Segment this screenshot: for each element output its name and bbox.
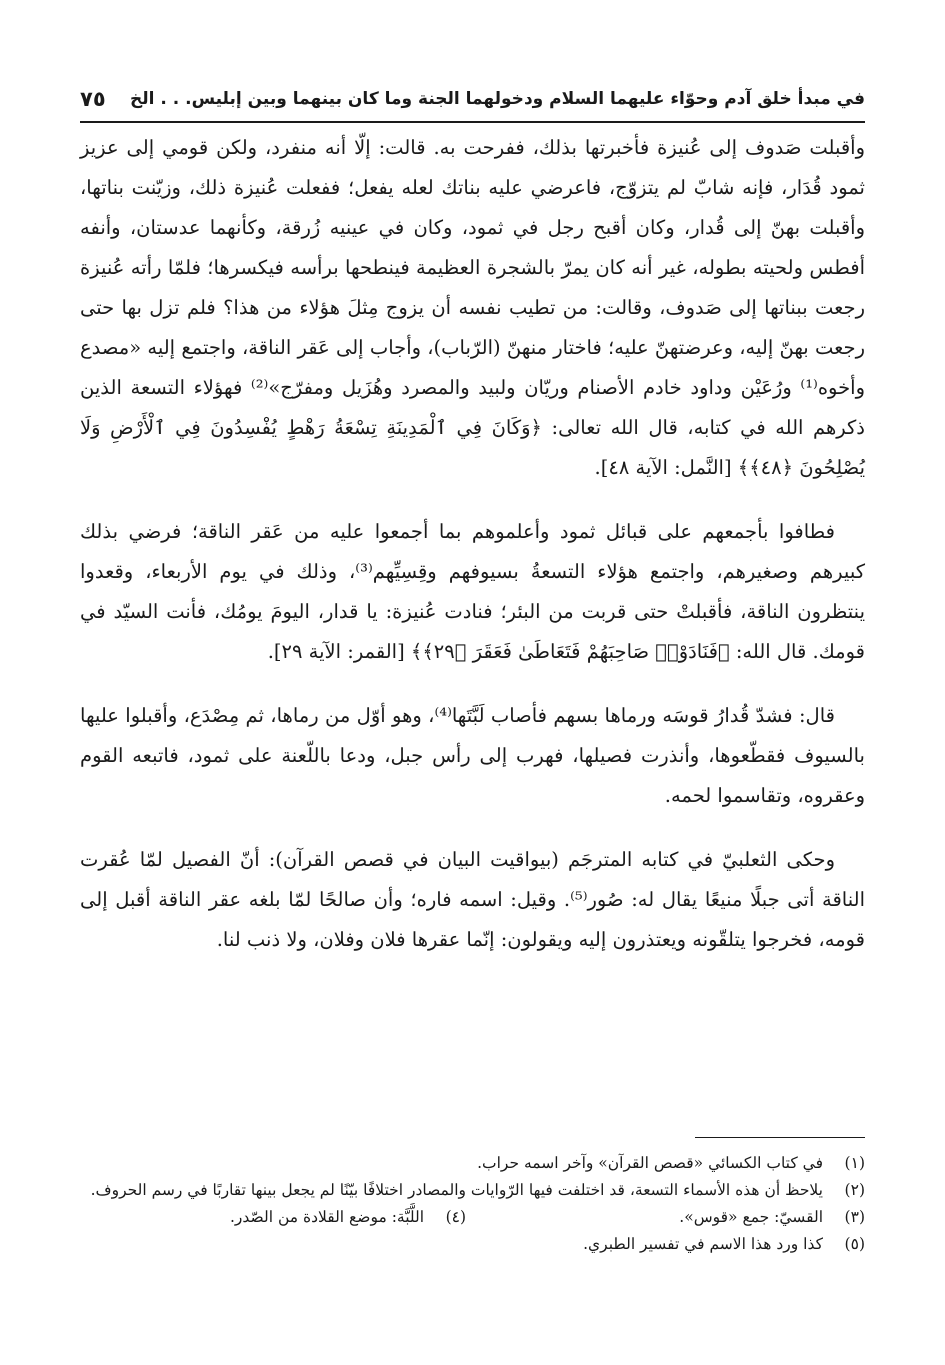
footnote-text: في كتاب الكسائي «قصص القرآن» وآخر اسمه حراب.: [477, 1154, 823, 1172]
footnote-text: يلاحظ أن هذه الأسماء التسعة، قد اختلفت فيها الرّوايات والمصادر اختلافًا بيّنًا لم يجعل بينها تقاربًا في رسم الحروف.: [90, 1181, 823, 1199]
footnote-text: كذا ورد هذا الاسم في تفسير الطبري.: [583, 1235, 823, 1253]
main-text: [80, 128, 865, 984]
footnotes: [80, 1150, 865, 1258]
paragraph: وحكى الثعلبيّ في كتابه المترجَم (بيواقيت البيان في قصص القرآن): أنّ الفصيل لمّا عُقرت الناقة أتى جبلًا منيعًا يقال له: صُور⁽⁵⁾. وقيل: اسمه فاره؛ وأن صالحًا لمّا بلغه عقر الناقة أقبل إلى قومه، فخرجوا يتلقّونه ويعتذرون إليه ويقولون: إنّما عقرها فلان وفلان، ولا ذنب لنا.: [80, 848, 865, 951]
running-header: [80, 80, 865, 118]
footnote: [80, 1177, 865, 1204]
footnote-row: [80, 1204, 865, 1231]
footnote: [80, 1231, 865, 1258]
footnote-text: القسيّ: جمع «قوس».: [679, 1208, 823, 1226]
footnote-number: (٣): [844, 1208, 865, 1226]
footnote-number: (١): [844, 1154, 865, 1172]
page-number: ٧٥: [80, 87, 106, 111]
footnote-number: (٤): [445, 1208, 467, 1226]
footnote: [80, 1150, 865, 1177]
footnote: [679, 1204, 865, 1231]
footnote-number: (٥): [844, 1235, 865, 1253]
header-rule: [80, 121, 865, 123]
paragraph: قال: فشدّ قُدارُ قوسَه ورماها بسهم فأصاب لَبَّتَها⁽⁴⁾، وهو أوّل من رماها، ثم مِصْدَع، وأقبلوا عليها بالسيوف فقطّعوها، وأنذرت فصيلها، فهرب إلى رأس جبل، ودعا باللّعنة على ثمود، فاتبعه القوم وعقروه، وتقاسموا لحمه.: [80, 704, 865, 807]
footnote-separator: [695, 1137, 865, 1138]
footnote: [230, 1204, 466, 1231]
paragraph: وأقبلت صَدوف إلى عُنيزة فأخبرتها بذلك، ففرحت به. قالت: إلّا أنه منفرد، ولكن قومي إلى عزيز ثمود قُدَار، فإنه شابّ لم يتزوّج، فاعرضي عليه بناتك لعله يفعل؛ ففعلت عُنيزة ذلك، وزيّنت بناتها، وأقبلت بهنّ إلى قُدار، وكان أقبح رجل في ثمود، وكان في عينيه زُرقة، وكأنهما عدستان، وأنفه أفطس ولحيته بطوله، غير أنه كان يمرّ بالشجرة العظيمة فينطحها برأسه فيكسرها؛ فلمّا رأته عُنيزة رجعت ببناتها إلى صَدوف، وقالت: من تطيب نفسه أن يزوج مِثلَ هؤلاء من هذا؟ فلم تزل بها حتى رجعت بهنّ إليه، وعرضتهنّ عليه؛ فاختار منهنّ (الرّباب)، وأجاب إلى عَقر الناقة، واجتمع إليه «مصدع وأخوه⁽¹⁾ ورُعَيْن وداود خادم الأصنام وريّان ولبيد والمصرد وهُزَيل ومفرّج»⁽²⁾ فهؤلاء التسعة الذين ذكرهم الله في كتابه، قال الله تعالى: ﴿وَكَانَ فِي ٱلْمَدِينَةِ تِسْعَةُ رَهْطٍ يُفْسِدُونَ فِي ٱلْأَرْضِ وَلَا يُصْلِحُونَ ﴿٤٨﴾﴾ [النَّمل: الآية ٤٨].: [80, 136, 865, 479]
header-title: في مبدأ خلق آدم وحوّاء عليهما السلام ودخولهما الجنة وما كان بينهما وبين إبليس. . . الخ: [130, 89, 865, 109]
footnote-number: (٢): [844, 1181, 865, 1199]
paragraph: فطافوا بأجمعهم على قبائل ثمود وأعلموهم بما أجمعوا عليه من عَقر الناقة؛ فرضي بذلك كبيرهم وصغيرهم، واجتمع هؤلاء التسعةُ بسيوفهم وقِسِيِّهم⁽³⁾، وذلك في يوم الأربعاء، وقعدوا ينتظرون الناقة، فأقبلتْ حتى قربت من البئر؛ فنادت عُنيزة: يا قدار، اليومَ يومُك، فأنت السيّد في قومك. قال الله: ﴿فَنَادَوْا۟ صَاحِبَهُمْ فَتَعَاطَىٰ فَعَقَرَ ﴿٢٩﴾﴾ [القمر: الآية ٢٩].: [80, 520, 865, 663]
footnote-text: اللَّبَّة: موضع القلادة من الصّدر.: [230, 1208, 425, 1226]
